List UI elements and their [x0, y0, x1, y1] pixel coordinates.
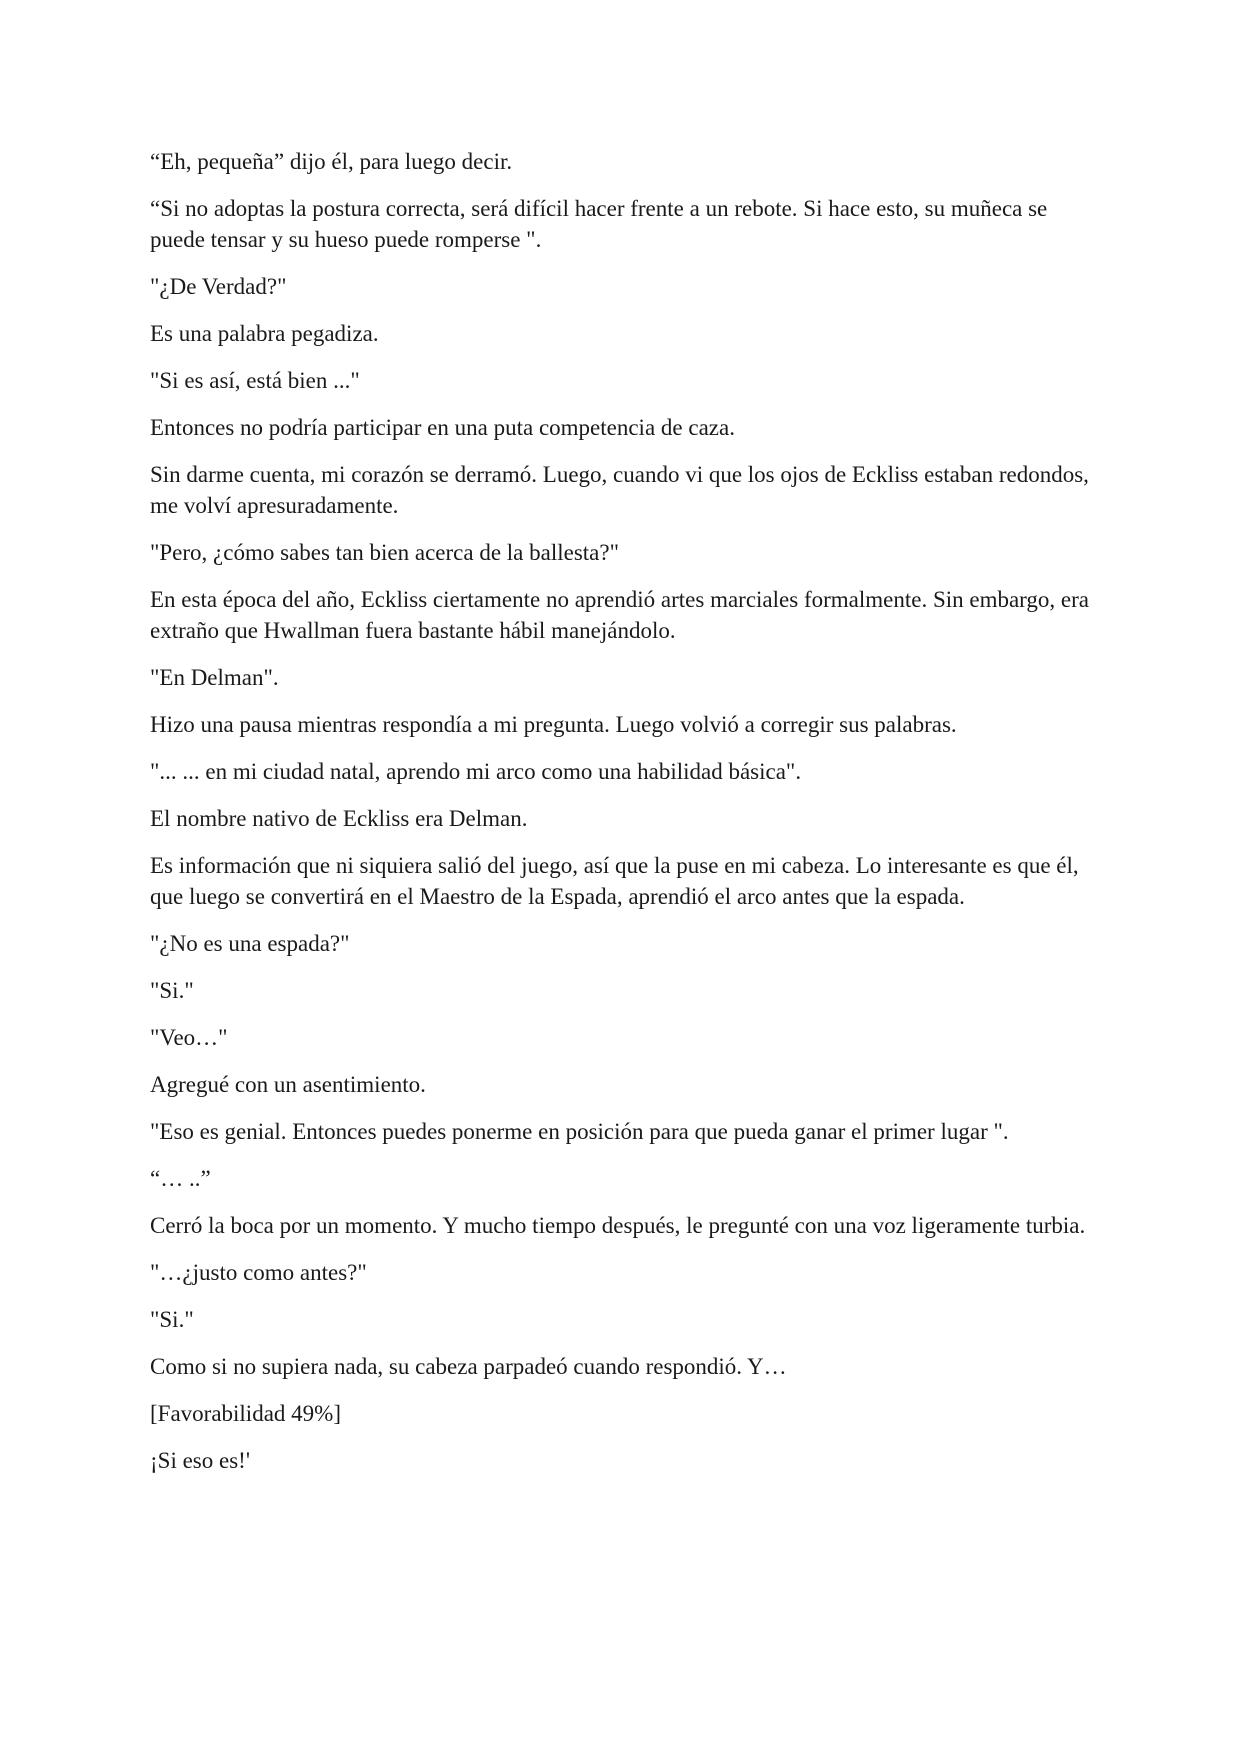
paragraph: Cerró la boca por un momento. Y mucho tiempo después, le pregunté con una voz ligeramente turbia.: [150, 1213, 1086, 1238]
paragraph: "En Delman".: [150, 665, 279, 690]
paragraph: ¡Si eso es!': [150, 1448, 250, 1473]
document-page: [150, 146, 1090, 1492]
paragraph: “Si no adoptas la postura correcta, será difícil hacer frente a un rebote. Si hace esto, su muñeca se puede tensar y su hueso puede romperse ".: [150, 196, 1048, 252]
paragraph: "Veo…": [150, 1025, 228, 1050]
paragraph: "Pero, ¿cómo sabes tan bien acerca de la ballesta?": [150, 540, 619, 565]
paragraph: En esta época del año, Eckliss ciertamente no aprendió artes marciales formalmente. Sin embargo, era extraño que Hwallman fuera bastante hábil manejándolo.: [150, 587, 1090, 643]
paragraph: “… ..”: [150, 1166, 211, 1191]
paragraph: [Favorabilidad 49%]: [150, 1401, 341, 1426]
paragraph: "... ... en mi ciudad natal, aprendo mi arco como una habilidad básica".: [150, 759, 802, 784]
paragraph: "Eso es genial. Entonces puedes ponerme en posición para que pueda ganar el primer lugar ".: [150, 1119, 1009, 1144]
paragraph: El nombre nativo de Eckliss era Delman.: [150, 806, 528, 831]
paragraph: Hizo una pausa mientras respondía a mi pregunta. Luego volvió a corregir sus palabras.: [150, 712, 957, 737]
paragraph: Como si no supiera nada, su cabeza parpadeó cuando respondió. Y…: [150, 1354, 787, 1379]
paragraph: "¿De Verdad?": [150, 274, 287, 299]
paragraph: Es una palabra pegadiza.: [150, 321, 379, 346]
paragraph: "¿No es una espada?": [150, 931, 350, 956]
paragraph: Sin darme cuenta, mi corazón se derramó. Luego, cuando vi que los ojos de Eckliss estaban redondos, me volví apresuradamente.: [150, 462, 1089, 518]
paragraph: "Si.": [150, 978, 194, 1003]
paragraph: Es información que ni siquiera salió del juego, así que la puse en mi cabeza. Lo interesante es que él, que luego se convertirá en el Maestro de la Espada, aprendió el arco antes que la espada.: [150, 853, 1079, 909]
paragraph: “Eh, pequeña” dijo él, para luego decir.: [150, 149, 513, 174]
paragraph: "…¿justo como antes?": [150, 1260, 367, 1285]
paragraph: Entonces no podría participar en una puta competencia de caza.: [150, 415, 735, 440]
paragraph: "Si.": [150, 1307, 194, 1332]
paragraph: Agregué con un asentimiento.: [150, 1072, 426, 1097]
paragraph: "Si es así, está bien ...": [150, 368, 360, 393]
